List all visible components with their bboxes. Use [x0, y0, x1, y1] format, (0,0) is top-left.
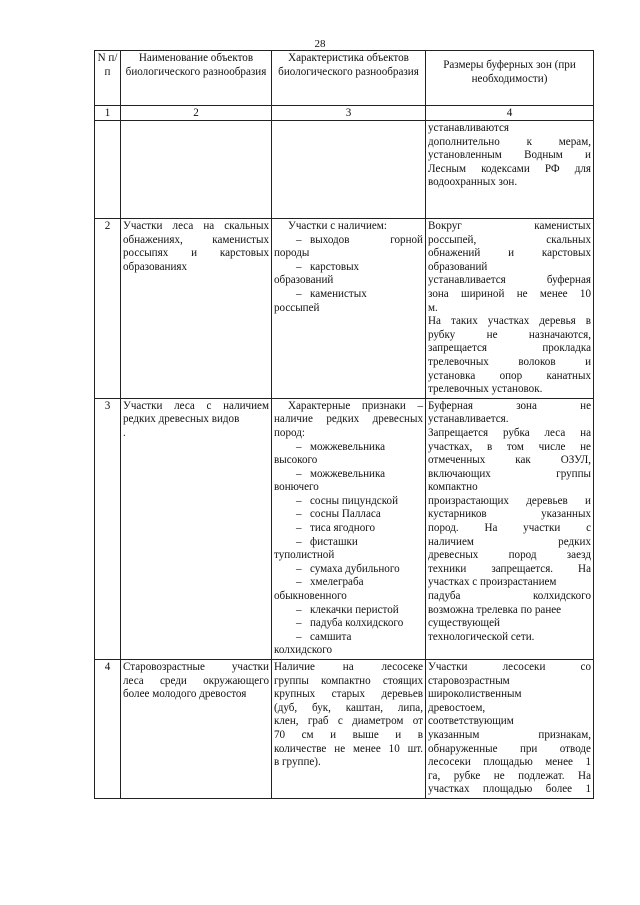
text-line: образований: [274, 274, 334, 287]
text-line: Участки лесосеки со: [428, 661, 591, 673]
column-index: 2: [121, 106, 272, 121]
row-number: 4: [95, 660, 121, 799]
list-item: – можжевельника: [296, 467, 386, 480]
list-item: – хмелеграба: [296, 576, 364, 589]
text-line: участках с произрастанием: [428, 576, 557, 589]
text-line: падуба колхидского: [428, 590, 591, 603]
buffer-cell: [426, 660, 594, 799]
text-line: м.: [428, 301, 438, 314]
text-line: россыпей: [274, 301, 320, 314]
text-line: участках, в том числе не: [428, 440, 591, 453]
object-name-cell: [121, 219, 272, 399]
table-row: [95, 660, 594, 799]
text-line: Характерные признаки –: [288, 399, 423, 412]
text-line: кустарников указанных: [428, 508, 591, 521]
text-line: пород. На участки с: [428, 522, 591, 535]
header-object-name: Наименование объектов биологического разнообразия: [121, 51, 272, 106]
text-line: рубку не назначаются,: [428, 328, 591, 341]
text-line: обнаруженные при отводе: [428, 742, 591, 755]
object-name-cell: [121, 660, 272, 799]
text-line: россыпей, скальных: [428, 233, 591, 246]
buffer-cell: [426, 219, 594, 399]
list-item: – каменистых: [296, 287, 367, 300]
text-line: компактно: [428, 481, 478, 494]
list-item: – клекачки перистой: [296, 603, 399, 616]
text-line: древесных пород заезд: [428, 549, 591, 562]
text-line: клен, граб с диаметром от: [274, 715, 423, 728]
list-item: – карстовых: [296, 260, 360, 273]
text-line: устанавливается.: [428, 413, 509, 426]
row-number: 2: [95, 219, 121, 399]
text-line: высокого: [274, 454, 318, 467]
text-line: Участки леса на скальных: [123, 220, 269, 232]
text-line: (дуб, бук, каштан, липа,: [274, 701, 423, 714]
list-item: – сумаха дубильного: [296, 562, 400, 575]
text-line: возможна трелевка по ранее: [428, 603, 562, 616]
text-line: обнажениях, каменистых: [123, 233, 269, 246]
column-index: 1: [95, 106, 121, 121]
text-line: Участки леса с наличием: [123, 399, 269, 412]
table-row: [95, 398, 594, 659]
buffer-zone-table: [94, 50, 594, 799]
text-line: образованиях: [123, 260, 188, 273]
text-line: устанавливаются: [428, 122, 509, 134]
text-line: более молодого древостоя: [123, 688, 247, 701]
text-line: 70 см и выше и в: [274, 728, 423, 741]
text-line: дополнительно к мерам,: [428, 135, 591, 148]
text-line: наличием редких: [428, 535, 591, 548]
table-row: [95, 219, 594, 399]
text-line: запрещается прокладка: [428, 342, 591, 355]
characteristic-cell: [272, 660, 426, 799]
text-line: старовозрастным: [428, 674, 510, 687]
list-item: – сосны пицундской: [296, 494, 399, 507]
list-item: – самшита: [296, 630, 352, 643]
text-line: указанным признакам,: [428, 728, 591, 741]
text-line: россыпях и карстовых: [123, 247, 269, 260]
header-number: N п/п: [95, 51, 121, 106]
text-line: обыкновенного: [274, 590, 347, 603]
text-line: трелевочных установок.: [428, 383, 543, 396]
text-line: установка опор канатных: [428, 369, 591, 382]
object-name-cell: [121, 398, 272, 659]
text-line: трелевочных волоков и: [428, 355, 591, 368]
table-row-continuation: [95, 121, 594, 219]
header-buffer-size: Размеры буферных зон (при необходимости): [426, 51, 594, 106]
text-line: образований: [428, 260, 488, 273]
text-line: крупных старых деревьев: [274, 688, 423, 701]
list-item: – падуба колхидского: [296, 617, 404, 630]
list-item: – фисташки: [296, 535, 358, 548]
text-line: обнажений и карстовых: [428, 247, 591, 260]
text-line: Наличие на лесосеке: [274, 661, 423, 673]
text-line: Запрещается рубка леса на: [428, 426, 591, 439]
text-line: Буферная зона не: [428, 399, 591, 412]
buffer-cell: [426, 398, 594, 659]
text-line: га, рубке не подлежат. На: [428, 769, 591, 782]
text-line: Вокруг каменистых: [428, 220, 591, 232]
characteristic-cell: [272, 398, 426, 659]
text-line: широколиственным: [428, 688, 522, 701]
text-line: лесосеки площадью менее 1: [428, 756, 591, 769]
text-line: группы компактно стоящих: [274, 674, 423, 687]
row-number: 3: [95, 398, 121, 659]
characteristic-cell: [272, 219, 426, 399]
text-line: технологической сети.: [428, 630, 535, 643]
text-line: соответствующим: [428, 715, 514, 728]
text-line: устанавливается буферная: [428, 274, 591, 287]
column-index: 4: [426, 106, 594, 121]
text-line: колхидского: [274, 644, 333, 657]
list-item: – тиса ягодного: [296, 522, 376, 535]
text-line: отмеченных как ОЗУЛ,: [428, 454, 591, 467]
text-line: породы: [274, 247, 310, 260]
list-item: – сосны Палласа: [296, 508, 381, 521]
text-line: существующей: [428, 617, 500, 630]
text-line: леса среди окружающего: [123, 674, 269, 687]
buffer-cell: [426, 121, 594, 219]
table-header-row: [95, 51, 594, 106]
text-line: количестве не менее 10 шт.: [274, 742, 423, 755]
list-item: – выходов горной: [296, 233, 423, 246]
text-line: туполистной: [274, 549, 335, 562]
text-line: зона шириной не менее 10: [428, 287, 591, 300]
text-line: Старовозрастные участки: [123, 661, 269, 673]
column-index: 3: [272, 106, 426, 121]
text-line: установленным Водным и: [428, 149, 591, 162]
text-line: участках площадью более 1: [428, 783, 591, 796]
text-line: редких древесных видов: [123, 413, 240, 426]
column-index-row: [95, 106, 594, 121]
text-line: техники запрещается. На: [428, 562, 591, 575]
text-line: Лесным кодексами РФ для: [428, 162, 591, 175]
text-line: древостоем,: [428, 701, 486, 714]
text-line: произрастающих деревьев и: [428, 494, 591, 507]
text-line: Участки с наличием:: [288, 220, 387, 232]
text-line: .: [123, 426, 126, 439]
text-line: в группе).: [274, 756, 321, 769]
list-item: – можжевельника: [296, 440, 386, 453]
page-number: 28: [314, 38, 326, 50]
text-line: На таких участках деревья в: [428, 315, 591, 328]
text-line: пород:: [274, 426, 305, 439]
text-line: включающих группы: [428, 467, 591, 480]
text-line: вонючего: [274, 481, 319, 494]
text-line: наличие редких древесных: [274, 413, 423, 426]
header-characteristic: Характеристика объектов биологического разнообразия: [272, 51, 426, 106]
text-line: водоохранных зон.: [428, 176, 518, 189]
